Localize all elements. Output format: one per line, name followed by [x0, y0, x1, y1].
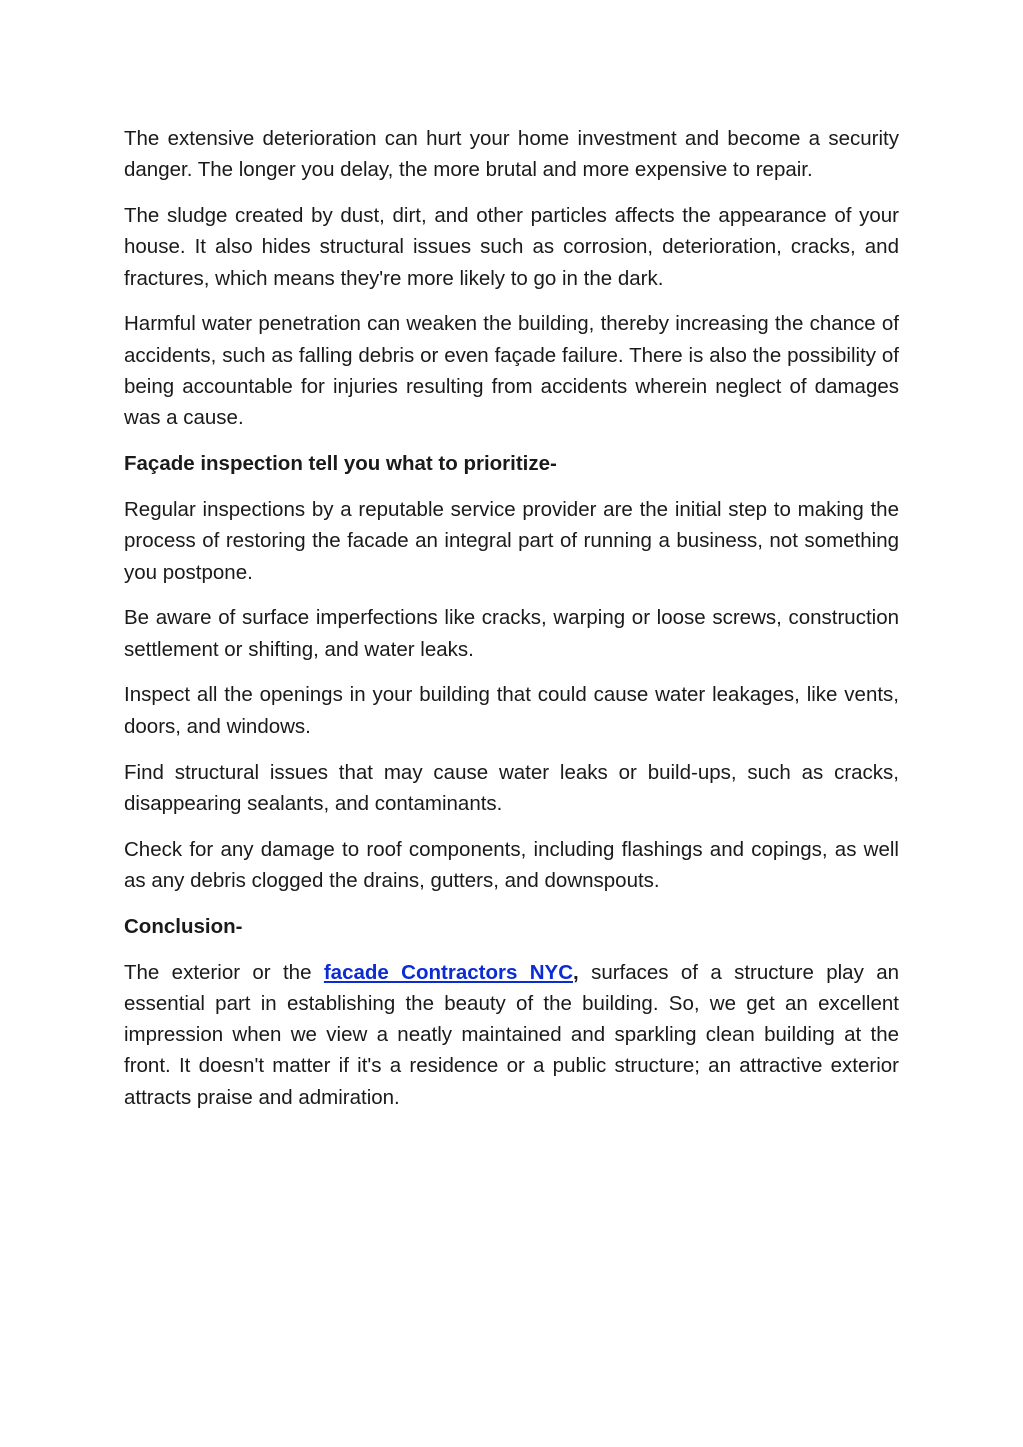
conclusion-text-before-link: The exterior or the [124, 960, 324, 984]
conclusion-text-after-link: surfaces of a structure play an essential part in establishing the beauty of the building. So, we get an excellent impression when we view a neatly maintained and sparkling clean building at the front. It doesn't matter if it's a residence or a public structure; an attractive exterior attracts praise and admiration. [124, 960, 899, 1109]
facade-contractors-link[interactable]: facade Contractors NYC [323, 960, 573, 984]
heading-conclusion: Conclusion- [124, 914, 243, 938]
heading-facade-inspection: Façade inspection tell you what to prioritize- [124, 452, 557, 476]
paragraph-structural-issues: Find structural issues that may cause water leaks or build-ups, such as cracks, disappearing sealants, and contaminants. [124, 760, 899, 815]
paragraph-roof-components: Check for any damage to roof components, including flashings and copings, as well as any debris clogged the drains, gutters, and downspouts. [124, 837, 899, 892]
document-page [124, 123, 899, 1128]
paragraph-surface-imperfections: Be aware of surface imperfections like cracks, warping or loose screws, construction settlement or shifting, and water leaks. [124, 606, 899, 661]
paragraph-conclusion [124, 957, 899, 1113]
paragraph-deterioration: The extensive deterioration can hurt your home investment and become a security danger. The longer you delay, the more brutal and more expensive to repair. [124, 127, 899, 182]
conclusion-comma: , [573, 960, 579, 984]
paragraph-openings: Inspect all the openings in your building that could cause water leakages, like vents, doors, and windows. [124, 683, 899, 738]
paragraph-sludge: The sludge created by dust, dirt, and other particles affects the appearance of your house. It also hides structural issues such as corrosion, deterioration, cracks, and fractures, which means they're more likely to go in the dark. [124, 204, 899, 290]
paragraph-water-penetration: Harmful water penetration can weaken the building, thereby increasing the chance of accidents, such as falling debris or even façade failure. There is also the possibility of being accountable for injuries resulting from accidents wherein neglect of damages was a cause. [124, 312, 899, 430]
paragraph-regular-inspections: Regular inspections by a reputable service provider are the initial step to making the process of restoring the facade an integral part of running a business, not something you postpone. [124, 497, 899, 584]
